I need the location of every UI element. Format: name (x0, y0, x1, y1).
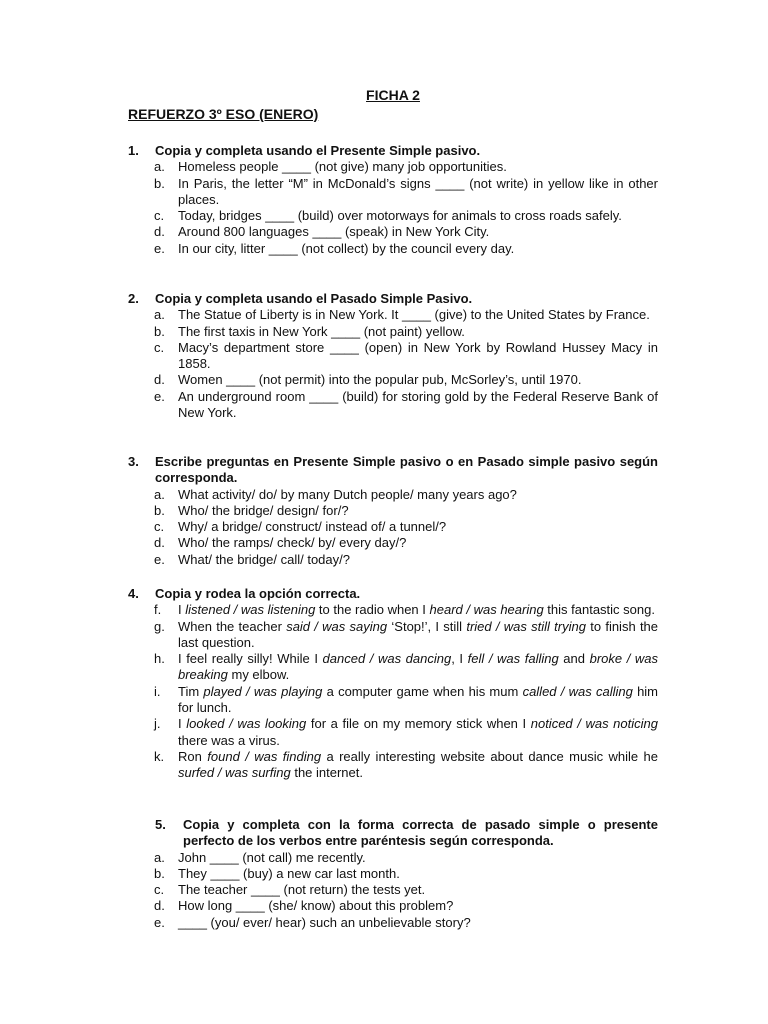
list-item (128, 340, 658, 373)
list-item (128, 749, 658, 782)
item-text: Who/ the bridge/ design/ for/? (178, 502, 349, 518)
item-marker (128, 882, 178, 898)
item-marker (128, 850, 178, 866)
item-marker (128, 307, 178, 323)
exercise-instruction: Copia y rodea la opción correcta. (155, 586, 361, 601)
item-marker (128, 208, 178, 224)
item-letter: a. (154, 486, 165, 502)
exercise-number: 1. (128, 143, 139, 158)
list-item (128, 619, 658, 652)
item-text-part: to finish the last question. (178, 618, 659, 650)
item-text: In our city, litter ____ (not collect) by the council every day. (178, 240, 515, 256)
item-text: Macy’s department store ____ (open) in New York by Rowland Hussey Macy in 1858. (178, 339, 658, 372)
list-item (128, 651, 658, 684)
item-letter: b. (154, 175, 165, 191)
item-letter: a. (154, 849, 165, 865)
list-item (128, 503, 658, 519)
list-item (128, 602, 658, 618)
exercise-heading (128, 586, 658, 602)
item-text: How long ____ (she/ know) about this problem? (178, 898, 454, 914)
item-text-part: When the teacher (178, 618, 287, 634)
exercise-instruction: Copia y completa con la forma correcta de pasado simple o presente perfecto de los verbos entre paréntesis según corresponda. (183, 817, 658, 849)
exercise-2 (128, 291, 658, 421)
item-text-part: for a file on my memory stick when I (306, 716, 531, 732)
item-text: John ____ (not call) me recently. (178, 849, 366, 865)
item-marker (128, 340, 178, 373)
list-item (128, 389, 658, 422)
exercise-number: 5. (155, 817, 166, 832)
list-item (128, 882, 658, 898)
exercise-number: 3. (128, 454, 139, 469)
item-letter: a. (154, 307, 165, 323)
list-item (128, 535, 658, 551)
item-marker (128, 602, 178, 618)
list-item (128, 176, 658, 209)
item-text: They ____ (buy) a new car last month. (178, 865, 400, 881)
item-letter: b. (154, 323, 165, 339)
item-marker (128, 535, 178, 551)
item-marker (128, 619, 178, 652)
list-item (128, 208, 658, 224)
item-letter: h. (154, 651, 165, 667)
item-marker (128, 915, 178, 931)
list-item (128, 241, 658, 257)
item-text-part: Ron (178, 748, 208, 764)
list-item (128, 866, 658, 882)
option-choice: found / was finding (207, 748, 322, 764)
exercise-heading (128, 454, 658, 487)
item-text-part: Tim (178, 683, 204, 699)
item-text: ____ (you/ ever/ hear) such an unbelievable story? (178, 914, 471, 930)
item-marker (128, 487, 178, 503)
item-text-part: I (178, 716, 187, 732)
item-text: The teacher ____ (not return) the tests yet. (178, 882, 426, 898)
item-marker (128, 176, 178, 209)
item-text-part: my elbow. (227, 667, 290, 683)
list-item (128, 487, 658, 503)
item-marker (128, 651, 178, 684)
exercise-number: 4. (128, 586, 139, 601)
item-marker (128, 684, 178, 717)
page-subtitle: REFUERZO 3º ESO (ENERO) (128, 106, 319, 122)
item-marker (128, 749, 178, 782)
item-text (178, 602, 658, 618)
exercise-heading (128, 143, 658, 159)
item-text: The first taxis in New York ____ (not paint) yellow. (178, 323, 465, 339)
item-letter: c. (154, 339, 165, 355)
item-letter: c. (154, 882, 165, 898)
option-choice: said / was saying (286, 618, 388, 634)
list-item (128, 850, 658, 866)
option-choice: fell / was falling (467, 651, 559, 667)
exercise-heading (128, 817, 658, 850)
item-letter: d. (154, 224, 165, 240)
item-marker (128, 224, 178, 240)
item-marker (128, 503, 178, 519)
list-item (128, 307, 658, 323)
item-letter: a. (154, 159, 165, 175)
item-marker (128, 519, 178, 535)
item-text-part: ‘Stop!’, I still (387, 618, 467, 634)
item-text (178, 651, 658, 684)
list-item (128, 915, 658, 931)
item-text-part: to the radio when I (315, 602, 430, 618)
option-choice: called / was calling (522, 683, 633, 699)
item-text (178, 684, 658, 717)
item-letter: d. (154, 898, 165, 914)
option-choice: played / was playing (203, 683, 323, 699)
exercise-number: 2. (128, 291, 139, 306)
item-letter: e. (154, 551, 165, 567)
item-marker (128, 241, 178, 257)
option-choice: danced / was dancing (322, 651, 452, 667)
item-letter: e. (154, 388, 165, 404)
exercise-3 (128, 454, 658, 568)
item-text-part: and (558, 651, 590, 667)
item-text: Today, bridges ____ (build) over motorways for animals to cross roads safely. (178, 208, 622, 224)
list-item (128, 159, 658, 175)
item-text: The Statue of Liberty is in New York. It ____ (give) to the United States by France. (178, 307, 650, 323)
exercise-instruction: Escribe preguntas en Presente Simple pasivo o en Pasado simple pasivo según corresponda. (155, 454, 658, 486)
exercise-instruction: Copia y completa usando el Pasado Simple Pasivo. (155, 291, 473, 306)
item-text-part: I feel really silly! While I (178, 651, 323, 667)
item-marker (128, 716, 178, 749)
item-text-part: there was a virus. (178, 732, 280, 748)
item-text-part: him for lunch. (178, 683, 659, 716)
item-letter: f. (154, 602, 162, 618)
item-text: Who/ the ramps/ check/ by/ every day/? (178, 535, 407, 551)
item-letter: d. (154, 535, 165, 551)
item-text: Why/ a bridge/ construct/ instead of/ a tunnel/? (178, 519, 447, 535)
list-item (128, 324, 658, 340)
list-item (128, 716, 658, 749)
item-text-part: , I (451, 651, 468, 667)
item-marker (128, 324, 178, 340)
item-letter: g. (154, 618, 165, 634)
option-choice: looked / was looking (186, 716, 307, 732)
option-choice: noticed / was noticing (530, 716, 658, 732)
exercise-4 (128, 586, 658, 782)
list-item (128, 684, 658, 717)
item-text-part: a computer game when his mum (322, 683, 523, 699)
item-text: Around 800 languages ____ (speak) in New York City. (178, 224, 490, 240)
list-item (128, 372, 658, 388)
exercise-instruction: Copia y completa usando el Presente Simple pasivo. (155, 143, 481, 158)
list-item (128, 519, 658, 535)
exercise-heading (128, 291, 658, 307)
item-letter: c. (154, 208, 165, 224)
item-text: What activity/ do/ by many Dutch people/ many years ago? (178, 486, 517, 502)
exercise-5 (128, 817, 658, 931)
page-title: FICHA 2 (366, 87, 420, 103)
option-choice: listened / was listening (185, 602, 316, 618)
list-item (128, 552, 658, 568)
item-text-part: I (178, 602, 186, 618)
item-letter: k. (154, 748, 165, 764)
item-text-part: the internet. (290, 765, 363, 781)
item-letter: c. (154, 519, 165, 535)
item-text (178, 619, 658, 652)
list-item (128, 224, 658, 240)
option-choice: tried / was still trying (466, 618, 586, 634)
item-text: Homeless people ____ (not give) many job opportunities. (178, 159, 507, 175)
option-choice: heard / was hearing (429, 602, 544, 618)
item-text: In Paris, the letter “M” in McDonald’s signs ____ (not write) in yellow like in other places. (178, 175, 658, 207)
item-marker (128, 372, 178, 388)
item-text-part: a really interesting website about dance music while he (321, 748, 659, 764)
item-text (178, 749, 658, 782)
item-text: Women ____ (not permit) into the popular pub, McSorley’s, until 1970. (178, 372, 582, 388)
item-text (178, 716, 658, 749)
item-text-part: this fantastic song. (543, 602, 655, 618)
item-marker (128, 866, 178, 882)
option-choice: surfed / was surfing (178, 765, 291, 781)
item-letter: i. (154, 683, 161, 699)
item-letter: d. (154, 372, 165, 388)
item-marker (128, 159, 178, 175)
item-letter: b. (154, 865, 165, 881)
item-text: What/ the bridge/ call/ today/? (178, 551, 350, 567)
item-text: An underground room ____ (build) for storing gold by the Federal Reserve Bank of New York. (178, 388, 658, 421)
item-letter: e. (154, 240, 165, 256)
item-marker (128, 898, 178, 914)
option-choice: broke / was breaking (178, 651, 659, 683)
exercise-1 (128, 143, 658, 257)
item-letter: e. (154, 914, 165, 930)
item-marker (128, 389, 178, 422)
item-letter: j. (154, 716, 161, 732)
item-letter: b. (154, 502, 165, 518)
list-item (128, 898, 658, 914)
item-marker (128, 552, 178, 568)
